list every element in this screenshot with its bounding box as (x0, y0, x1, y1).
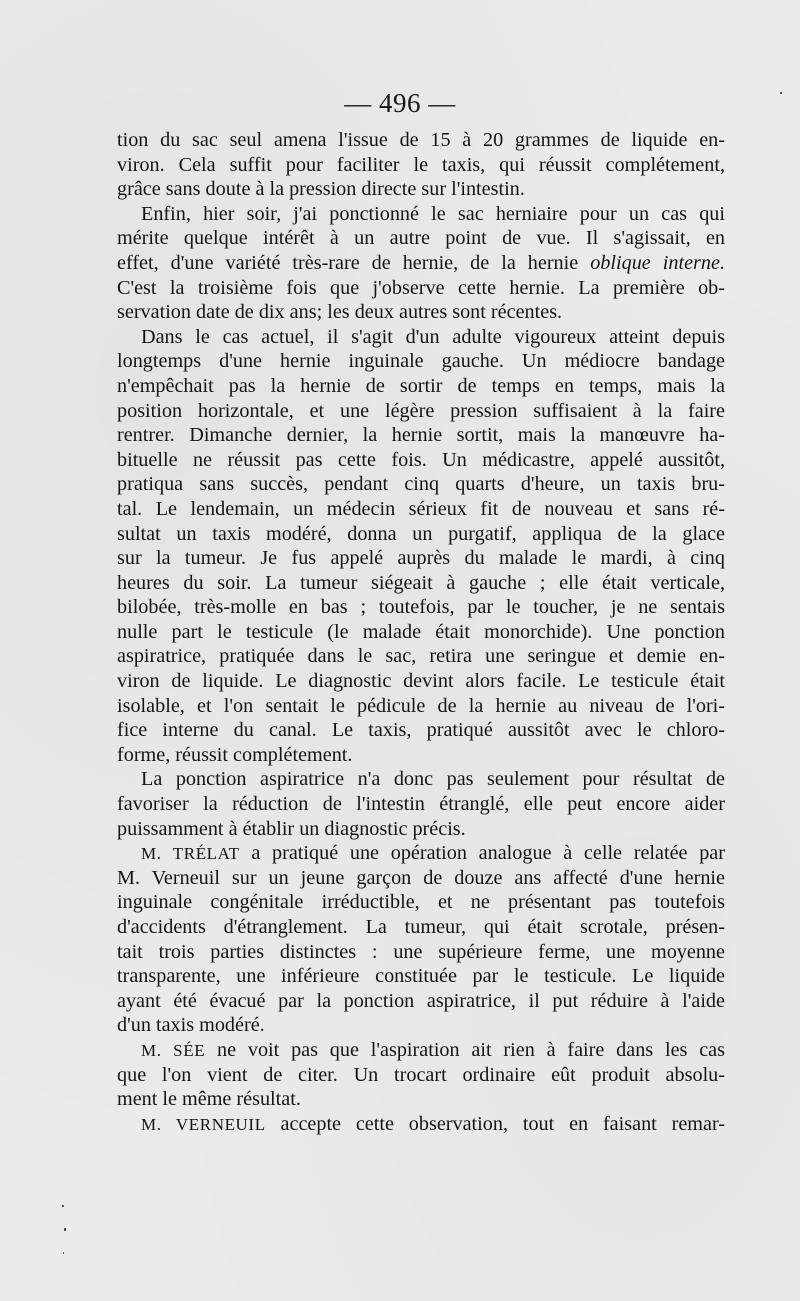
paragraph (117, 202, 725, 325)
text-line: position horizontale, et une légère pression suffisaient à la faire (117, 399, 725, 422)
text-line: grâce sans doute à la pression directe sur l'intestin. (117, 178, 525, 201)
text-line (117, 767, 725, 792)
text-line: d'un taxis modéré. (117, 1014, 265, 1037)
text-line: tion du sac seul amena l'issue de 15 à 20 grammes de liquide en- (117, 129, 725, 151)
body-text (117, 128, 725, 1136)
text-line (117, 251, 725, 276)
text-line: viron. Cela suffit pour faciliter le taxis, qui réussit complétement, (117, 153, 725, 176)
page-number: — 496 — (344, 88, 456, 118)
speck (63, 1252, 64, 1254)
text-line: servation date de dix ans; les deux autres sont récentes. (117, 301, 563, 324)
speck (64, 1228, 66, 1231)
speck (62, 1205, 64, 1207)
text-line: heures du soir. La tumeur siégeait à gauche ; elle était verticale, (117, 571, 725, 594)
text-line: que l'on vient de citer. Un trocart ordinaire eût produit absolu- (117, 1063, 725, 1086)
speaker-name: M. TRÉLAT (141, 844, 240, 864)
text-line: favoriser la réduction de l'intestin étranglé, elle peut encore aider (117, 793, 725, 816)
text-line: n'empêchait pas la hernie de sortir de temps en temps, mais la (117, 374, 725, 397)
text-line (117, 1038, 725, 1063)
text-line: pratiqua sans succès, pendant cinq quarts d'heure, un taxis bru- (117, 473, 725, 496)
text-span: Dans le cas actuel, il s'agit d'un adulte vigoureux atteint depuis (141, 325, 725, 348)
text-line: isolable, et l'on sentait le pédicule de la hernie au niveau de l'ori- (117, 694, 725, 717)
text-line: fice interne du canal. Le taxis, pratiqué aussitôt avec le chloro- (117, 719, 725, 742)
text-line: viron de liquide. Le diagnostic devint alors facile. Le testicule était (117, 670, 725, 693)
text-line: inguinale congénitale irréductible, et ne présentant pas toutefois (117, 891, 725, 914)
text-line: M. Verneuil sur un jeune garçon de douze ans affecté d'une hernie (117, 866, 725, 889)
paragraph (117, 325, 725, 768)
text-line: C'est la troisième fois que j'observe cette hernie. La première ob- (117, 276, 725, 299)
paragraph (117, 1112, 725, 1137)
text-line: forme, réussit complétement. (117, 743, 353, 766)
paragraph (117, 1038, 725, 1112)
text-span: Enfin, hier soir, j'ai ponctionné le sac herniaire pour un cas qui (141, 202, 725, 225)
text-span: effet, d'une variété très-rare de hernie, de la hernie (117, 251, 591, 274)
text-line: sur la tumeur. Je fus appelé auprès du malade le mardi, à cinq (117, 547, 725, 570)
text-line: aspiratrice, pratiquée dans le sac, retira une seringue et demie en- (117, 645, 725, 668)
text-line (117, 841, 725, 866)
text-span: accepte cette observation, tout en faisant remar- (265, 1112, 725, 1135)
text-line: d'accidents d'étranglement. La tumeur, qui était scrotale, présen- (117, 916, 725, 938)
text-line: puissamment à établir un diagnostic précis. (117, 817, 466, 840)
italic-phrase: oblique interne. (590, 251, 725, 274)
speaker-name: M. VERNEUIL (141, 1114, 266, 1134)
text-line: bilobée, très-molle en bas ; toutefois, par le toucher, je ne sentais (117, 596, 725, 619)
text-line: ayant été évacué par la ponction aspiratrice, il put réduire à l'aide (117, 989, 725, 1012)
text-line: rentrer. Dimanche dernier, la hernie sortit, mais la manœuvre ha- (117, 424, 725, 447)
speaker-name: M. SÉE (141, 1040, 206, 1060)
text-line: sultat un taxis modéré, donna un purgatif, appliqua de la glace (117, 522, 725, 545)
text-line: ment le même résultat. (117, 1088, 301, 1111)
text-line (117, 1112, 725, 1137)
text-span: a pratiqué une opération analogue à celle relatée par (239, 842, 725, 865)
text-line: tal. Le lendemain, un médecin sérieux fit de nouveau et sans ré- (117, 497, 725, 520)
paragraph (117, 767, 725, 841)
text-line (117, 325, 725, 350)
text-line: tait trois parties distinctes : une supérieure ferme, une moyenne (117, 940, 725, 963)
text-line: mérite quelque intérêt à un autre point de vue. Il s'agissait, en (117, 227, 725, 250)
text-span: La ponction aspiratrice n'a donc pas seulement pour résultat de (141, 768, 725, 791)
text-line: longtemps d'une hernie inguinale gauche. Un médiocre bandage (117, 350, 725, 373)
paragraph (117, 128, 725, 202)
text-line: bituelle ne réussit pas cette fois. Un médicastre, appelé aussitôt, (117, 448, 725, 471)
text-line: transparente, une inférieure constituée par le testicule. Le liquide (117, 965, 725, 988)
paragraph (117, 841, 725, 1038)
text-line (117, 202, 725, 227)
text-line: nulle part le testicule (le malade était monorchide). Une ponction (117, 620, 725, 643)
text-span: ne voit pas que l'aspiration ait rien à faire dans les cas (205, 1038, 725, 1061)
speck (780, 92, 782, 94)
